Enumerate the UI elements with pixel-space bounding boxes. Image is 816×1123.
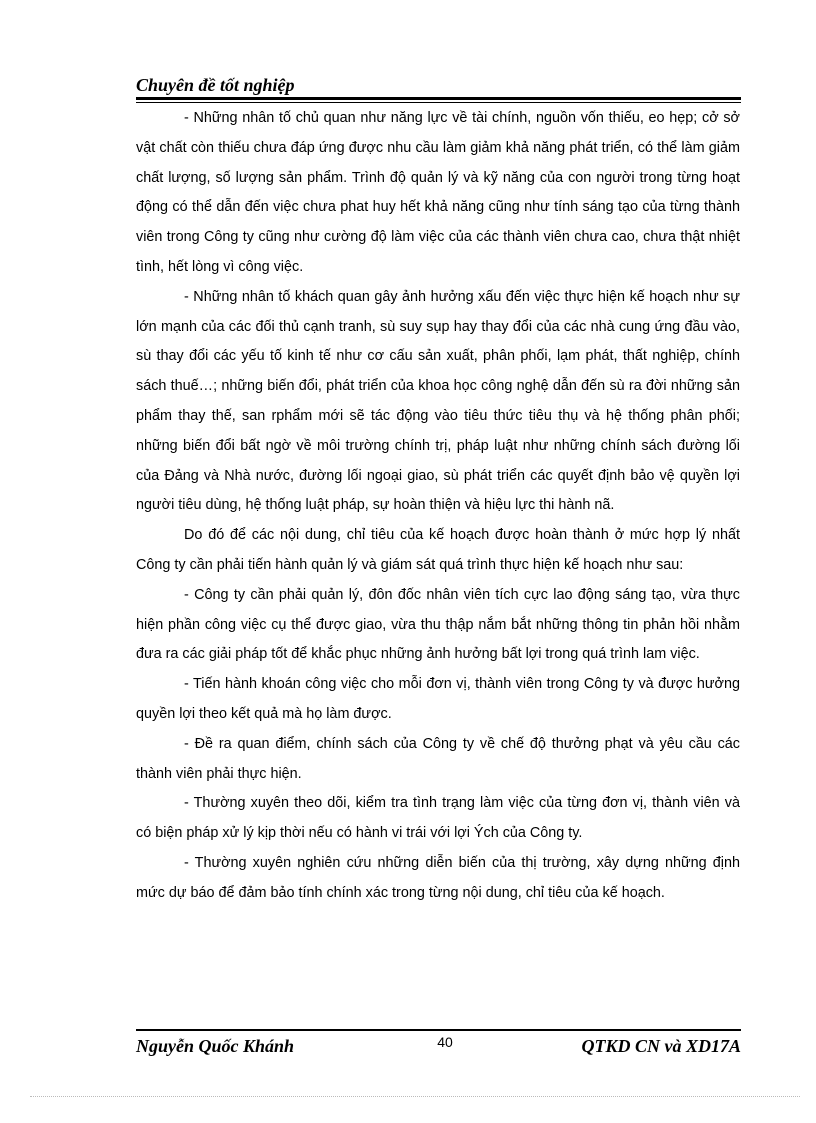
paragraph-monitoring: - Thường xuyên theo dõi, kiểm tra tình trạng làm việc của từng đơn vị, thành viên và có biện pháp xử lý kịp thời nếu có hành vi trái với lợi Ých của Công ty. bbox=[136, 795, 740, 842]
footer-class-code: QTKD CN và XD17A bbox=[581, 1036, 741, 1056]
paragraph-assign-work: - Tiến hành khoán công việc cho mỗi đơn vị, thành viên trong Công ty và được hưởng quyền lợi theo kết quả mà họ làm được. bbox=[136, 676, 740, 722]
paragraph-reward-policy: - Đề ra quan điểm, chính sách của Công ty về chế độ thưởng phạt và yêu cầu các thành viên phải thực hiện. bbox=[136, 735, 740, 782]
body-text bbox=[136, 104, 740, 909]
footer-author: Nguyễn Quốc Khánh bbox=[136, 1036, 295, 1056]
paragraph-management-intro: Do đó để các nội dung, chỉ tiêu của kế hoạch được hoàn thành ở mức hợp lý nhất Công ty cần phải tiến hành quản lý và giám sát quá trình thực hiện kế hoạch như sau: bbox=[136, 527, 740, 573]
paragraph-subjective-factors: - Những nhân tố chủ quan như năng lực về tài chính, nguồn vốn thiếu, eo hẹp; cở sở vật chất còn thiếu chưa đáp ứng được nhu cầu làm giảm khả năng phát triển, có thể làm giảm chất lượng, số lượng sản phẩm. Trình độ quản lý và kỹ năng của con người trong từng hoạt động có thể dẫn đến việc chưa phat huy hết khả năng cũng như tính sáng tạo của từng thành viên trong Công ty cũng như cường độ làm việc của các thành viên chưa cao, chưa thật nhiệt tình, hết lòng vì công việc. bbox=[136, 110, 740, 275]
paragraph-supervise-staff: - Công ty cần phải quản lý, đôn đốc nhân viên tích cực lao động sáng tạo, vừa thực hiện phần công việc cụ thể được giao, vừa thu thập nắm bắt những thông tin phản hồi nhằm đưa ra các giải pháp tốt để khắc phục những ảnh hưởng bất lợi trong quá trình lam việc. bbox=[136, 586, 740, 663]
document-header-title: Chuyên đề tốt nghiệp bbox=[136, 75, 295, 95]
header-rule-thick bbox=[136, 97, 741, 100]
page-bottom-divider bbox=[30, 1096, 800, 1097]
footer-rule bbox=[136, 1029, 741, 1031]
page-number: 40 bbox=[437, 1034, 453, 1050]
paragraph-market-research: - Thường xuyên nghiên cứu những diễn biến của thị trường, xây dựng những định mức dự báo để đảm bảo tính chính xác trong từng nội dung, chỉ tiêu của kế hoạch. bbox=[136, 854, 740, 901]
header-rule-thin bbox=[136, 102, 741, 103]
paragraph-objective-factors: - Những nhân tố khách quan gây ảnh hưởng xấu đến việc thực hiện kế hoạch như sự lớn mạnh của các đối thủ cạnh tranh, sù suy sụp hay thay đổi của các nhà cung ứng đầu vào, sù thay đổi các yếu tố kinh tế như cơ cấu sản xuất, phân phối, lạm phát, thất nghiệp, chính sách thuế…; những biến đổi, phát triển của khoa học công nghệ dẫn đến sù ra đời những sản phẩm thay thế, san rphẩm mới sẽ tác động vào tiêu thức tiêu thụ và hệ thống phân phối; những biến đổi bất ngờ về môi trường chính trị, pháp luật như những chính sách đường lối của Đảng và Nhà nước, đường lối ngoại giao, sù phát triển các quyết định bảo vệ quyền lợi người tiêu dùng, hệ thống luật pháp, sự hoàn thiện và hiệu lực thi hành nã. bbox=[136, 288, 740, 514]
